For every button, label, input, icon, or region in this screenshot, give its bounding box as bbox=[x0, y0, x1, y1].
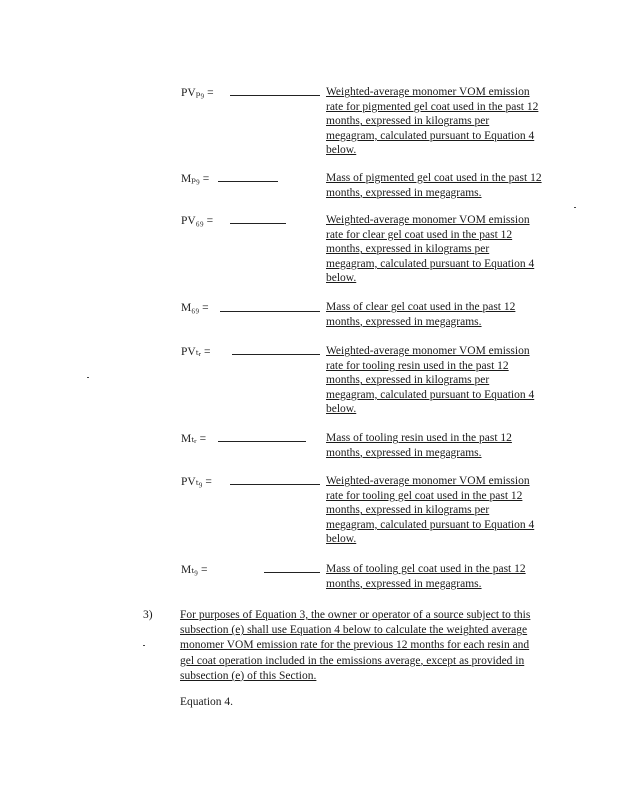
paragraph-number: 3) bbox=[143, 609, 153, 621]
definition-text: Weighted-average monomer VOM emission rate for pigmented gel coat used in the past 12 months, expressed in kilograms per megagram, calculated pursuant to Equation 4 below. bbox=[326, 86, 539, 157]
definition-symbol: PV₆₉ = bbox=[181, 215, 214, 227]
definition-symbol: M₆₉ = bbox=[181, 302, 209, 314]
definition-rule bbox=[218, 181, 278, 182]
definition-symbol: Mₚ₉ = bbox=[181, 173, 210, 185]
definition-rule bbox=[230, 95, 320, 96]
definition-symbol: Mₜᵣ = bbox=[181, 433, 207, 445]
definition-text: Mass of pigmented gel coat used in the past 12 months, expressed in megagrams. bbox=[326, 172, 542, 199]
scan-speck bbox=[87, 377, 89, 378]
definition-symbol: PVₜ₉ = bbox=[181, 476, 212, 488]
definition-text: Weighted-average monomer VOM emission rate for tooling gel coat used in the past 12 months, expressed in kilograms per megagram, calculated pursuant to Equation 4 below. bbox=[326, 475, 535, 546]
paragraph-text: For purposes of Equation 3, the owner or operator of a source subject to this subsection (e) shall use Equation 4 below to calculate the weighted average monomer VOM emission rate for the previous 12 months for each resin and gel coat operation included in the emissions average, except as provided in subsection (e) of this Section. bbox=[180, 609, 531, 682]
definition-symbol: Mₜ₉ = bbox=[181, 564, 208, 576]
definition-text: Weighted-average monomer VOM emission rate for tooling resin used in the past 12 months, expressed in kilograms per megagram, calculated pursuant to Equation 4 below. bbox=[326, 345, 535, 416]
definition-rule bbox=[220, 311, 320, 312]
definition-text: Mass of clear gel coat used in the past 12 months, expressed in megagrams. bbox=[326, 301, 516, 328]
equation-label: Equation 4. bbox=[180, 696, 234, 708]
definition-symbol: PVₚ₉ = bbox=[181, 87, 214, 99]
definition-text: Mass of tooling gel coat used in the past 12 months, expressed in megagrams. bbox=[326, 563, 526, 590]
definition-text: Mass of tooling resin used in the past 12 months, expressed in megagrams. bbox=[326, 432, 512, 459]
scan-speck bbox=[143, 645, 145, 646]
definition-symbol: PVₜᵣ = bbox=[181, 346, 211, 358]
scan-speck bbox=[574, 207, 576, 208]
definition-rule bbox=[232, 354, 320, 355]
definition-rule bbox=[230, 484, 320, 485]
definition-rule bbox=[218, 441, 306, 442]
definition-rule bbox=[264, 572, 320, 573]
definition-text: Weighted-average monomer VOM emission rate for clear gel coat used in the past 12 months, expressed in kilograms per megagram, calculated pursuant to Equation 4 below. bbox=[326, 214, 535, 285]
definition-rule bbox=[230, 223, 286, 224]
